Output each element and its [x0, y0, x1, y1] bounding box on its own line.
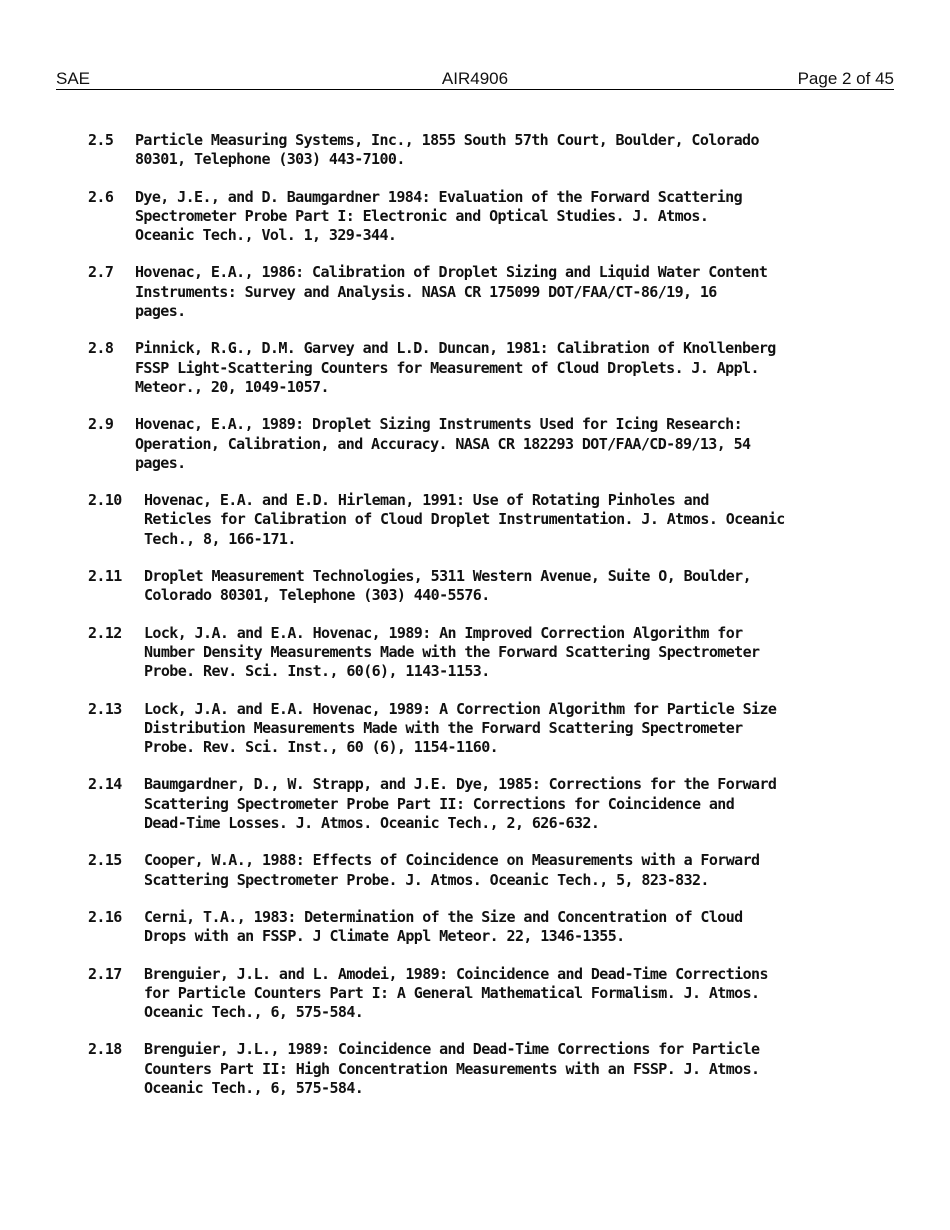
- reference-number: 2.8: [88, 339, 114, 358]
- reference-number: 2.15: [88, 851, 122, 870]
- reference-text: Lock, J.A. and E.A. Hovenac, 1989: An Improved Correction Algorithm for Number Density Measurements Made with the Forward Scattering Spectrometer Probe. Rev. Sci. Inst., 60(6), 1143-1153.: [144, 623, 760, 681]
- reference-number: 2.5: [88, 131, 114, 149]
- reference-text: Baumgardner, D., W. Strapp, and J.E. Dye, 1985: Corrections for the Forward Scattering Spectrometer Probe Part II: Corrections for Coincidence and Dead-Time Losses. J. Atmos. Oceanic Tech., 2, 626-632.: [144, 775, 777, 833]
- reference-number: 2.9: [88, 415, 114, 434]
- reference-item: [88, 263, 878, 321]
- reference-item: [88, 965, 878, 1023]
- reference-number: 2.10: [88, 491, 122, 510]
- reference-item: [88, 131, 878, 170]
- reference-number: 2.6: [88, 187, 114, 206]
- reference-text: Brenguier, J.L. and L. Amodei, 1989: Coincidence and Dead-Time Corrections for Particle Counters Part I: A General Mathematical Formalism. J. Atmos. Oceanic Tech., 6, 575-584.: [144, 964, 768, 1022]
- reference-item: [88, 700, 878, 758]
- reference-item: [88, 415, 878, 473]
- reference-item: [88, 624, 878, 682]
- reference-text: Lock, J.A. and E.A. Hovenac, 1989: A Correction Algorithm for Particle Size Distribution Measurements Made with the Forward Scattering Spectrometer Probe. Rev. Sci. Inst., 60 (6), 1154-1160.: [144, 699, 777, 757]
- reference-text: Pinnick, R.G., D.M. Garvey and L.D. Duncan, 1981: Calibration of Knollenberg FSSP Light-Scattering Counters for Measurement of Cloud Droplets. J. Appl. Meteor., 20, 1049-1057.: [135, 339, 776, 396]
- reference-text: Brenguier, J.L., 1989: Coincidence and Dead-Time Corrections for Particle Counters Part II: High Concentration Measurements with an FSSP. J. Atmos. Oceanic Tech., 6, 575-584.: [144, 1040, 760, 1097]
- reference-text: Hovenac, E.A. and E.D. Hirleman, 1991: Use of Rotating Pinholes and Reticles for Calibration of Cloud Droplet Instrumentation. J. Atmos. Oceanic Tech., 8, 166-171.: [144, 491, 785, 548]
- header-page-number: Page 2 of 45: [797, 69, 894, 88]
- reference-text: Hovenac, E.A., 1986: Calibration of Droplet Sizing and Liquid Water Content Instruments: Survey and Analysis. NASA CR 175099 DOT/FAA/CT-86/19, 16 pages.: [135, 263, 768, 321]
- reference-number: 2.14: [88, 775, 122, 794]
- reference-item: [88, 188, 878, 246]
- header-org: SAE: [56, 69, 91, 88]
- reference-number: 2.11: [88, 567, 122, 586]
- reference-item: [88, 851, 878, 890]
- page-header: [56, 69, 894, 90]
- reference-list: [88, 131, 878, 1116]
- reference-text: Hovenac, E.A., 1989: Droplet Sizing Instruments Used for Icing Research: Operation, Calibration, and Accuracy. NASA CR 182293 DOT/FAA/CD-89/13, 54 pages.: [135, 415, 751, 472]
- reference-text: Droplet Measurement Technologies, 5311 Western Avenue, Suite O, Boulder, Colorado 80301, Telephone (303) 440-5576.: [144, 567, 752, 605]
- reference-text: Dye, J.E., and D. Baumgardner 1984: Evaluation of the Forward Scattering Spectrometer Probe Part I: Electronic and Optical Studies. J. Atmos. Oceanic Tech., Vol. 1, 329-344.: [135, 187, 743, 245]
- reference-item: [88, 908, 878, 947]
- reference-number: 2.16: [88, 907, 122, 926]
- reference-item: [88, 491, 878, 549]
- reference-item: [88, 567, 878, 606]
- reference-number: 2.18: [88, 1040, 122, 1059]
- reference-item: [88, 1040, 878, 1098]
- reference-number: 2.12: [88, 623, 122, 642]
- reference-number: 2.7: [88, 263, 114, 282]
- reference-item: [88, 775, 878, 833]
- header-document-id: AIR4906: [441, 69, 509, 88]
- reference-item: [88, 339, 878, 397]
- reference-text: Cerni, T.A., 1983: Determination of the Size and Concentration of Cloud Drops with an FSSP. J Climate Appl Meteor. 22, 1346-1355.: [144, 907, 743, 946]
- reference-text: Cooper, W.A., 1988: Effects of Coincidence on Measurements with a Forward Scattering Spectrometer Probe. J. Atmos. Oceanic Tech., 5, 823-832.: [144, 851, 760, 889]
- reference-number: 2.13: [88, 699, 122, 718]
- reference-number: 2.17: [88, 964, 122, 983]
- reference-text: Particle Measuring Systems, Inc., 1855 South 57th Court, Boulder, Colorado 80301, Telephone (303) 443-7100.: [135, 131, 759, 169]
